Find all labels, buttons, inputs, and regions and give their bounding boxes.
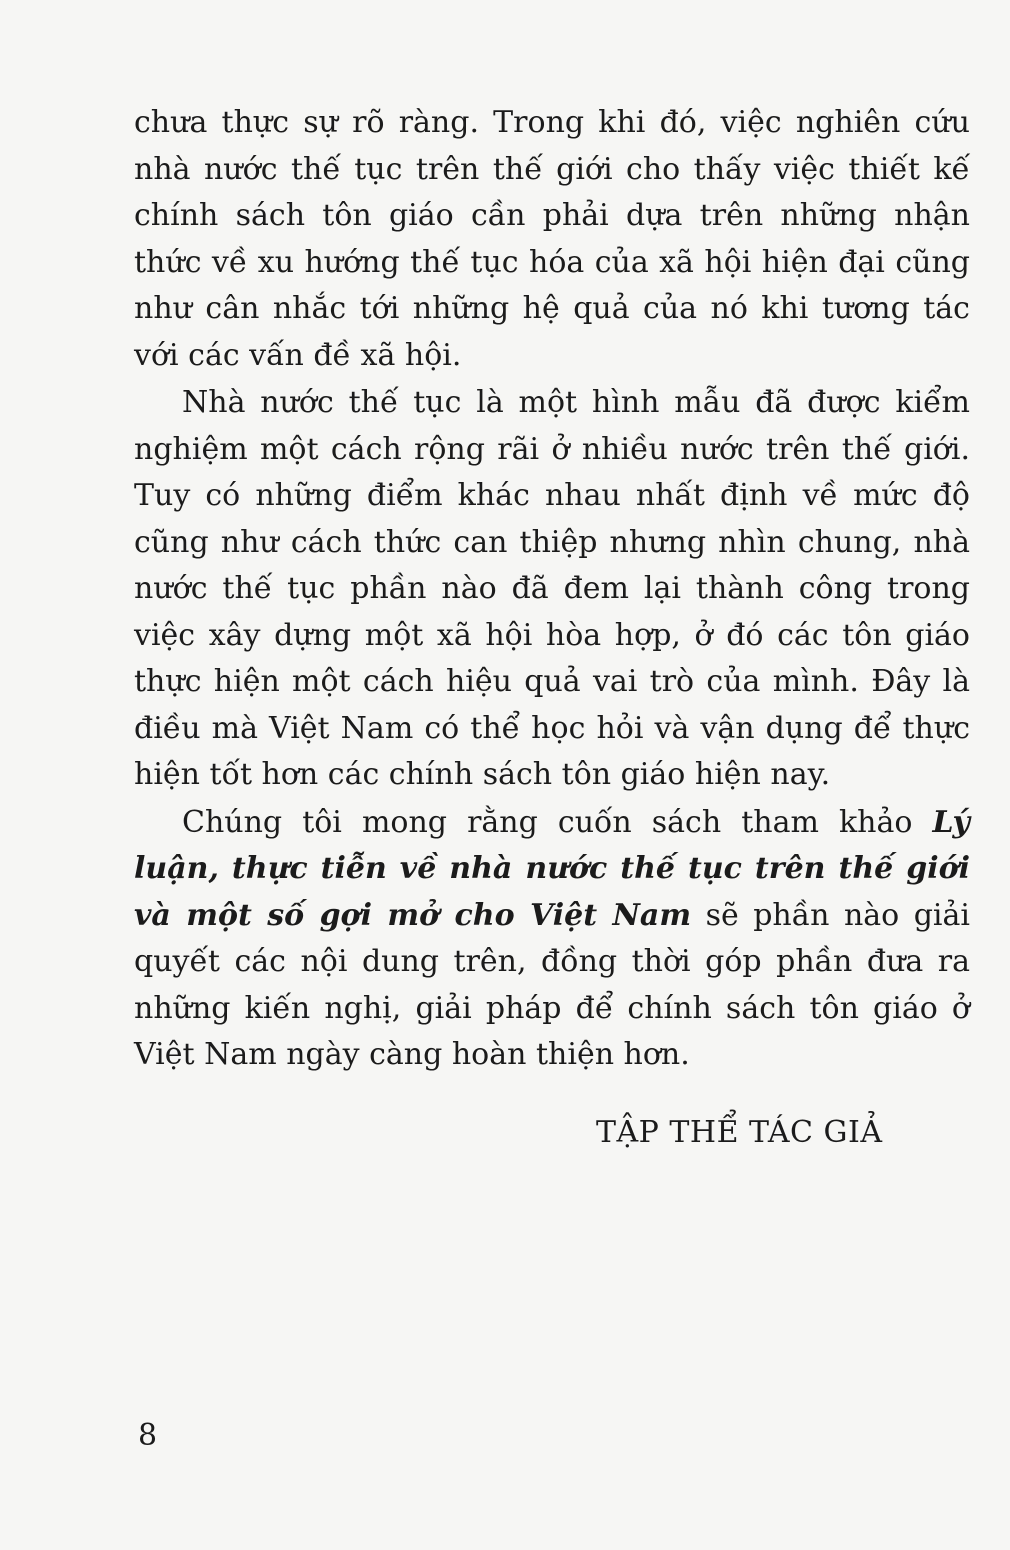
- paragraph-secular-state: Nhà nước thế tục là một hình mẫu đã được kiểm nghiệm một cách rộng rãi ở nhiều nước trên thế giới. Tuy có những điểm khác nhau nhất định về mức độ cũng như cách thức can thiệp nhưng nhìn chung, nhà nước thế tục phần nào đã đem lại thành công trong việc xây dựng một xã hội hòa hợp, ở đó các tôn giáo thực hiện một cách hiệu quả vai trò của mình. Đây là điều mà Việt Nam có thể học hỏi và vận dụng để thực hiện tốt hơn các chính sách tôn giáo hiện nay.: [134, 385, 970, 792]
- paragraph-closing-text: sẽ phần nào giải quyết các nội dung trên, đồng thời góp phần đưa ra những kiến nghị, giải pháp để chính sách tôn giáo ở Việt Nam ngày càng hoàn thiện hơn.: [134, 897, 970, 1072]
- book-title: Lý luận, thực tiễn về nhà nước thế tục trên thế giới và một số gợi mở cho Việt Nam: [134, 804, 970, 933]
- author-signature: TẬP THỂ TÁC GIẢ: [596, 1115, 883, 1150]
- page-number: 8: [138, 1418, 158, 1453]
- paragraph-book-purpose: [134, 800, 970, 1079]
- paragraph-continuation: chưa thực sự rõ ràng. Trong khi đó, việc nghiên cứu nhà nước thế tục trên thế giới cho thấy việc thiết kế chính sách tôn giáo cần phải dựa trên những nhận thức về xu hướng thế tục hóa của xã hội hiện đại cũng như cân nhắc tới những hệ quả của nó khi tương tác với các vấn đề xã hội.: [134, 105, 970, 373]
- paragraph-intro-text: Chúng tôi mong rằng cuốn sách tham khảo: [182, 804, 933, 840]
- body-text: [134, 100, 970, 1079]
